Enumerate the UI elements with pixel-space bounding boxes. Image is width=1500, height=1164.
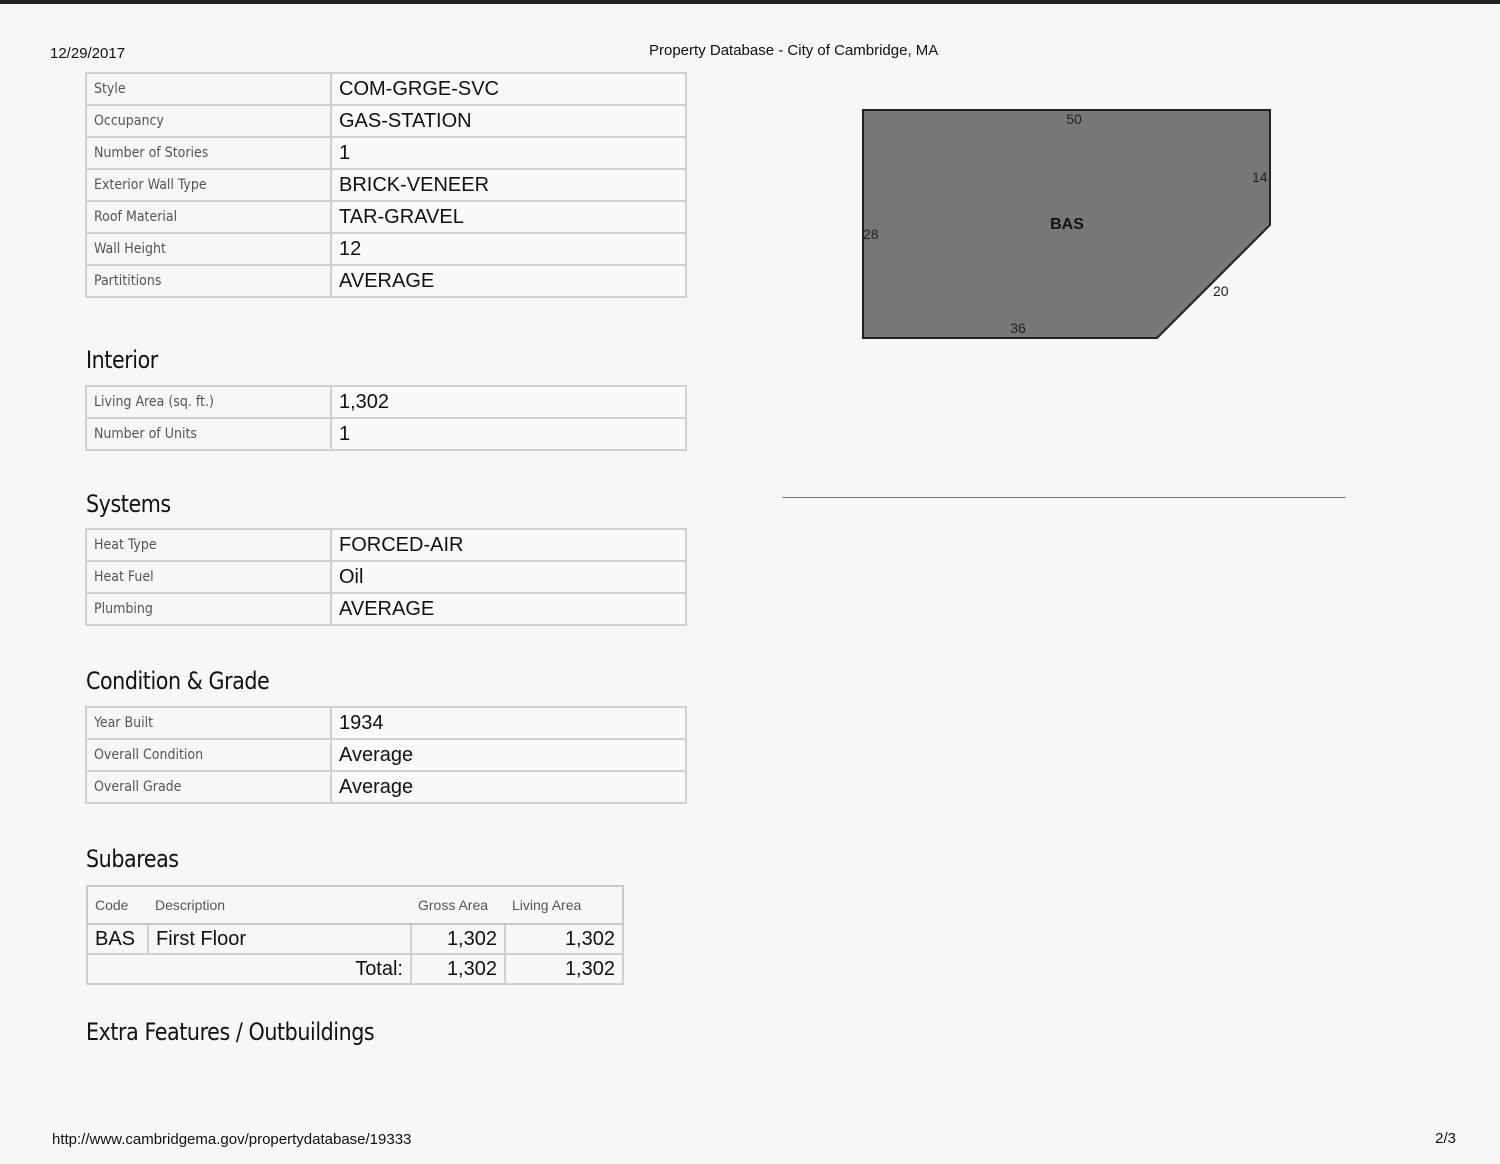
field-value: 1,302 [331,386,686,418]
field-label: Number of Stories [86,137,331,169]
field-value: Average [331,771,686,803]
footer-url: http://www.cambridgema.gov/propertydatabase/19333 [52,1131,412,1148]
cell-gross-area: 1,302 [411,924,505,954]
section-title-systems: Systems [86,490,171,518]
subareas-table [86,885,624,985]
divider-line [782,497,1346,498]
field-label: Overall Grade [86,771,331,803]
total-label: Total: [87,954,411,984]
field-value: AVERAGE [331,265,686,297]
section-title-extra-features: Extra Features / Outbuildings [86,1018,375,1046]
field-value: 1 [331,137,686,169]
field-value: FORCED-AIR [331,529,686,561]
field-value: 12 [331,233,686,265]
field-value: 1934 [331,707,686,739]
dim-label-right: 14 [1252,169,1268,185]
field-value: COM-GRGE-SVC [331,73,686,105]
section-title-subareas: Subareas [86,845,179,873]
table-row [86,265,686,297]
field-label: Living Area (sq. ft.) [86,386,331,418]
field-value: TAR-GRAVEL [331,201,686,233]
field-value: BRICK-VENEER [331,169,686,201]
field-label: Heat Fuel [86,561,331,593]
table-row [86,707,686,739]
column-header-living-area: Living Area [505,886,623,924]
section-title-condition: Condition & Grade [86,667,270,695]
table-row [86,201,686,233]
field-label: Number of Units [86,418,331,450]
systems-table [85,528,687,626]
interior-table [85,385,687,451]
building-details-table [85,72,687,298]
table-row [87,924,623,954]
total-living-area: 1,302 [505,954,623,984]
field-value: GAS-STATION [331,105,686,137]
scan-top-edge [0,0,1500,4]
table-row [86,169,686,201]
field-label: Overall Condition [86,739,331,771]
table-row [86,529,686,561]
table-row [86,137,686,169]
page-header-title: Property Database - City of Cambridge, MA [649,42,939,59]
dim-label-diagonal: 20 [1213,283,1229,299]
table-header-row [87,886,623,924]
column-header-gross-area: Gross Area [411,886,505,924]
field-value: Oil [331,561,686,593]
table-row [86,561,686,593]
field-label: Heat Type [86,529,331,561]
field-label: Plumbing [86,593,331,625]
table-row [86,233,686,265]
table-row [86,771,686,803]
table-row [86,593,686,625]
column-header-code: Code [87,886,148,924]
table-row [86,418,686,450]
field-label: Partititions [86,265,331,297]
building-sketch [860,108,1280,348]
table-row [86,105,686,137]
print-date: 12/29/2017 [50,45,126,62]
table-row [86,739,686,771]
field-value: Average [331,739,686,771]
table-row [86,386,686,418]
table-total-row [87,954,623,984]
field-value: 1 [331,418,686,450]
condition-table [85,706,687,804]
total-gross-area: 1,302 [411,954,505,984]
section-title-interior: Interior [86,346,158,374]
page-number: 2/3 [1435,1130,1456,1147]
cell-code: BAS [87,924,148,954]
dim-label-bottom: 36 [1010,320,1026,336]
column-header-description: Description [148,886,411,924]
field-label: Roof Material [86,201,331,233]
dim-label-left: 28 [863,226,879,242]
cell-description: First Floor [148,924,411,954]
field-label: Wall Height [86,233,331,265]
field-label: Style [86,73,331,105]
dim-label-top: 50 [1066,111,1082,127]
field-label: Year Built [86,707,331,739]
table-row [86,73,686,105]
field-label: Occupancy [86,105,331,137]
field-label: Exterior Wall Type [86,169,331,201]
field-value: AVERAGE [331,593,686,625]
sketch-area-label: BAS [1050,216,1084,233]
cell-living-area: 1,302 [505,924,623,954]
